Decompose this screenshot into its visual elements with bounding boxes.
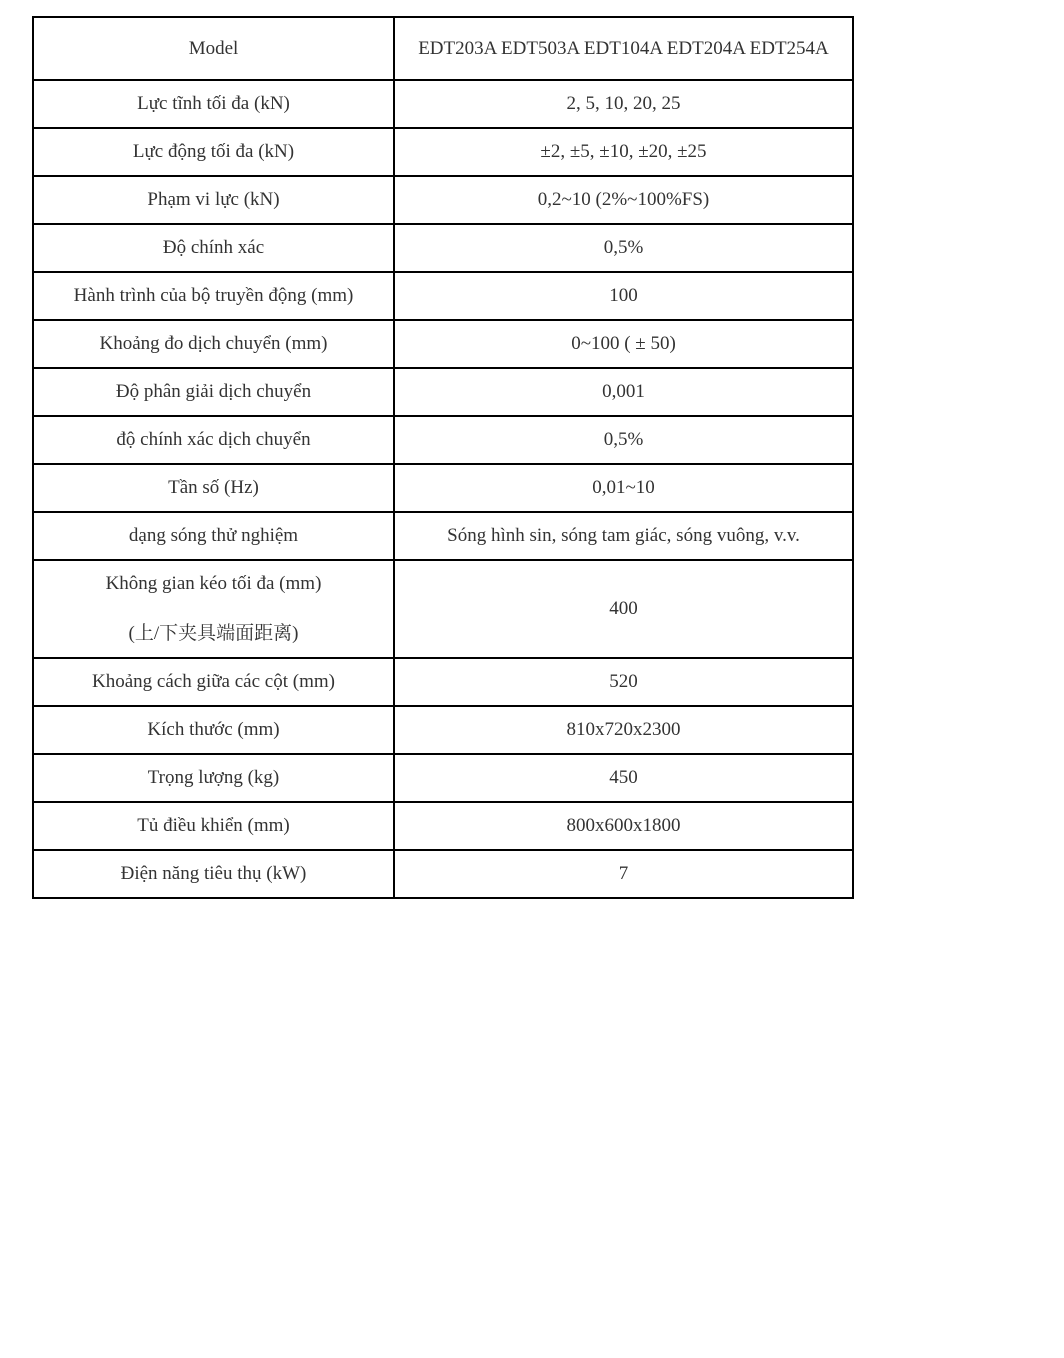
table-row: [33, 512, 853, 560]
row-value: 520: [394, 658, 853, 706]
table-row: [33, 368, 853, 416]
row-label-note: (上/下夹具端面距离): [128, 623, 299, 644]
row-value: Sóng hình sin, sóng tam giác, sóng vuông, v.v.: [394, 512, 853, 560]
row-value: 0,5%: [394, 224, 853, 272]
table-row: [33, 560, 853, 658]
row-value: 7: [394, 850, 853, 898]
row-value: 2, 5, 10, 20, 25: [394, 80, 853, 128]
table-row: [33, 464, 853, 512]
row-value: EDT203A EDT503A EDT104A EDT204A EDT254A: [394, 17, 853, 80]
table-row: [33, 754, 853, 802]
table-row: [33, 416, 853, 464]
specification-table: [32, 16, 854, 899]
row-label: độ chính xác dịch chuyển: [33, 416, 394, 464]
table-row: [33, 128, 853, 176]
row-label: Lực tĩnh tối đa (kN): [33, 80, 394, 128]
row-value: 800x600x1800: [394, 802, 853, 850]
table-row: [33, 320, 853, 368]
row-label: Phạm vi lực (kN): [33, 176, 394, 224]
table-row: [33, 802, 853, 850]
row-label: Điện năng tiêu thụ (kW): [33, 850, 394, 898]
row-label: Khoảng cách giữa các cột (mm): [33, 658, 394, 706]
table-row: [33, 224, 853, 272]
row-value: 0~100 ( ± 50): [394, 320, 853, 368]
row-value: 0,01~10: [394, 464, 853, 512]
row-value: 100: [394, 272, 853, 320]
row-label: Độ chính xác: [33, 224, 394, 272]
table-row: [33, 17, 853, 80]
row-value: 0,2~10 (2%~100%FS): [394, 176, 853, 224]
row-value: 0,001: [394, 368, 853, 416]
row-label: Tần số (Hz): [33, 464, 394, 512]
row-value: 0,5%: [394, 416, 853, 464]
row-label: Model: [33, 17, 394, 80]
row-label: Độ phân giải dịch chuyển: [33, 368, 394, 416]
table-row: [33, 706, 853, 754]
row-label: Kích thước (mm): [33, 706, 394, 754]
row-value: ±2, ±5, ±10, ±20, ±25: [394, 128, 853, 176]
table-row: [33, 176, 853, 224]
table-row: [33, 80, 853, 128]
table-row: [33, 850, 853, 898]
row-label: dạng sóng thử nghiệm: [33, 512, 394, 560]
row-value: 400: [394, 560, 853, 658]
table-row: [33, 272, 853, 320]
row-label-cell: [33, 560, 394, 658]
row-label: Trọng lượng (kg): [33, 754, 394, 802]
row-label: Hành trình của bộ truyền động (mm): [33, 272, 394, 320]
row-value: 450: [394, 754, 853, 802]
row-label: Tủ điều khiển (mm): [33, 802, 394, 850]
row-label: Khoảng đo dịch chuyển (mm): [33, 320, 394, 368]
row-label: Không gian kéo tối đa (mm): [105, 573, 322, 594]
row-value: 810x720x2300: [394, 706, 853, 754]
table-row: [33, 658, 853, 706]
row-label: Lực động tối đa (kN): [33, 128, 394, 176]
